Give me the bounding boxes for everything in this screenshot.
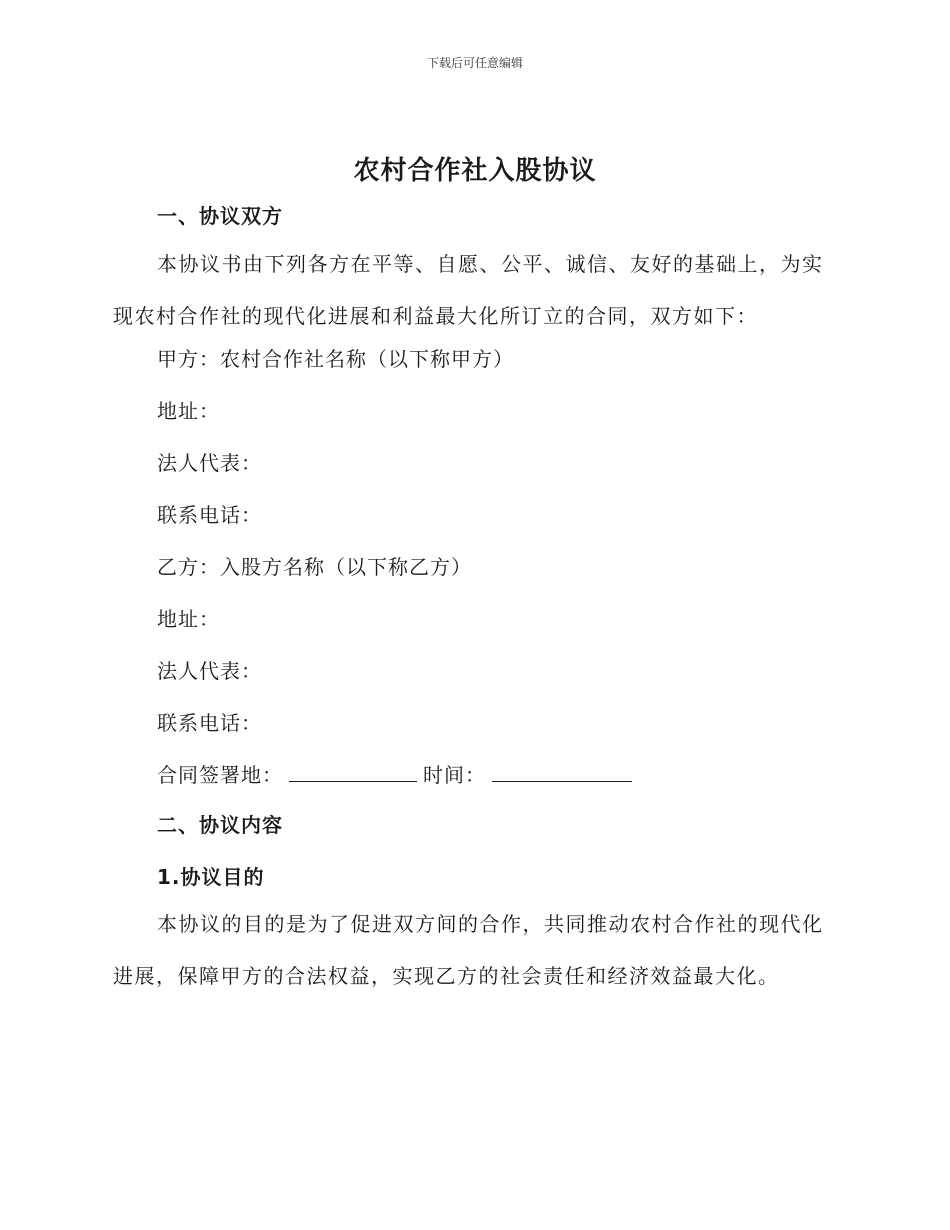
sign-place-blank[interactable]: [289, 763, 417, 782]
party-a-address: 地址：: [157, 399, 220, 423]
purpose-paragraph: 本协议的目的是为了促进双方间的合作，共同推动农村合作社的现代化进展，保障甲方的合法权益，实现乙方的社会责任和经济效益最大化。: [113, 912, 824, 988]
subheading-purpose: 1.协议目的: [157, 865, 265, 889]
document-title: 农村合作社入股协议: [353, 156, 597, 186]
party-a-line: 甲方：农村合作社名称（以下称甲方）: [157, 347, 514, 371]
intro-paragraph: 本协议书由下列各方在平等、自愿、公平、诚信、友好的基础上，为实现农村合作社的现代化进展和利益最大化所订立的合同，双方如下：: [113, 252, 824, 328]
sign-place-label: 合同签署地：: [157, 763, 283, 787]
party-b-phone: 联系电话：: [157, 711, 262, 735]
signing-line: [157, 759, 638, 788]
sign-time-label: 时间：: [423, 763, 486, 787]
section-heading-parties: 一、协议双方: [157, 204, 283, 228]
sign-time-blank[interactable]: [492, 763, 632, 782]
party-b-line: 乙方：入股方名称（以下称乙方）: [157, 555, 472, 579]
header-note: 下载后可任意编辑: [426, 56, 523, 70]
section-heading-content: 二、协议内容: [157, 813, 283, 837]
party-b-representative: 法人代表：: [157, 659, 262, 683]
party-a-representative: 法人代表：: [157, 451, 262, 475]
party-b-address: 地址：: [157, 607, 220, 631]
party-a-phone: 联系电话：: [157, 503, 262, 527]
